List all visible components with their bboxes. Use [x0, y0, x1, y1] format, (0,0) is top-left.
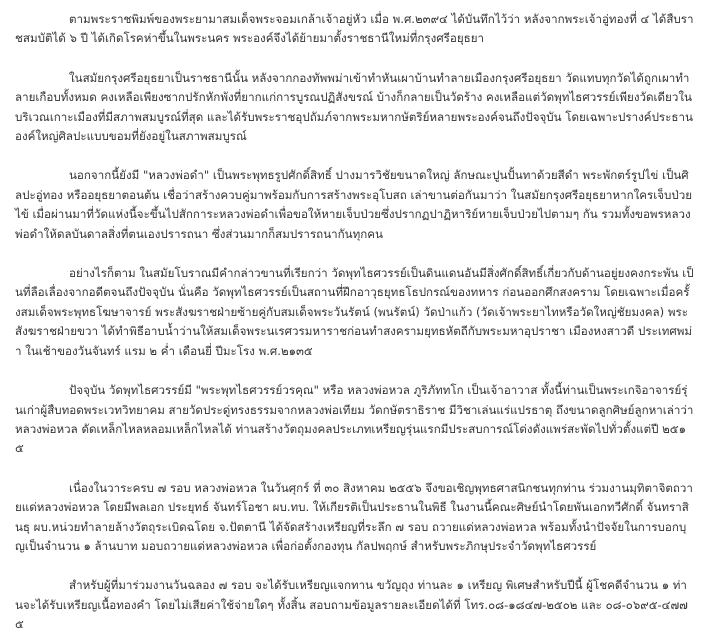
paragraph-luang-pho-dam: นอกจากนี้ยังมี "หลวงพ่อดำ" เป็นพระพุทธรูปศักดิ์สิทธิ์ ปางมารวิชัยขนาดใหญ่ ลักษณะปูนปั้นทาด้วยสีดำ พระพักตร์รูปไข่ เป็นศิลปะอู่ทอง หรืออยุธยาตอนต้น เชื่อว่าสร้างควบคู่มาพร้อมกับการสร้างพระอุโบสถ เล่าขานต่อกันมาว่า ในสมัยกรุงศรีอยุธยาหากใครเจ็บป่วยไข้ เมื่อผ่านมาที่วัดแห่งนี้จะขึ้นไปสักการะหลวงพ่อดำเพื่อขอให้หายเจ็บป่วยซึ่งปรากฏปาฏิหาริย์หายเจ็บป่วยไปตามๆ กัน รวมทั้งขอพรหลวงพ่อดำให้ดลบันดาลสิ่งที่ตนเองปรารถนา ซึ่งส่วนมากก็สมปรารถนากันทุกคน: [15, 168, 693, 241]
paragraph-celebration: เนื่องในวาระครบ ๗ รอบ หลวงพ่อหวล ในวันศุกร์ ที่ ๓๐ สิงหาคม ๒๕๕๖ จึงขอเชิญพุทธศาสนิกชนทุกท่าน ร่วมงานมุทิตาจิตถวายแด่หลวงพ่อหวล โดยมีพลเอก ประยุทธ์ จันทร์โอชา ผบ.ทบ. ให้เกียรติเป็นประธานในพิธี ในงานนี้คณะศิษย์นำโดยพันเอกทวีศักดิ์ จันทราสินธุ ผบ.หน่วยทำลายล้างวัตถุระเบิดฉโดย จ.ปัตตานี ได้จัดสร้างเหรียญที่ระลึก ๗ รอบ ถวายแด่หลวงพ่อหวล พร้อมทั้งนำปัจจัยในการบอกบุญเป็นจำนวน ๑ ล้านบาท มอบถวายแด่หลวงพ่อหวล เพื่อก่อตั้งกองทุน กัลปพฤกษ์ สำหรับพระภิกษุประจำวัดพุทไธศวรรย์: [15, 480, 693, 553]
paragraph-coin-giveaway: สำหรับผู้ที่มาร่วมงานวันฉลอง ๗ รอบ จะได้รับเหรียญแจกทาน ขวัญถุง ท่านละ ๑ เหรียญ พิเศษสำหรับปีนี้ ผู้โชคดีจำนวน ๑ ท่านจะได้รับเหรียญเนื้อทองคำ โดยไม่เสียค่าใช้จ่ายใดๆ ทั้งสิ้น สอบถามข้อมูลรายละเอียดได้ที่ โทร.๐๘-๑๘๔๗-๒๕๐๒ และ ๐๘-๐๖๙๕-๔๗๗๕: [15, 578, 688, 632]
paragraph-history-intro: ตามพระราชพิมพ์ของพระยามาสมเด็จพระจอมเกล้าเจ้าอยู่หัว เมื่อ พ.ศ.๒๓๙๔ ได้บันทึกไว้ว่า หลังจากพระเจ้าอู่ทองที่ ๔ ได้สืบราชสมบัติได้ ๖ ปี ได้เกิดโรคห่าขึ้นในพระนคร พระองค์จึงได้ย้ายมาตั้งราชธานีใหม่ที่กรุงศรีอยุธยา: [15, 12, 694, 46]
paragraph-sacred-legend: อย่างไรก็ตาม ในสมัยโบราณมีคำกล่าวขานที่เรียกว่า วัดพุทไธศวรรย์เป็นดินแดนอันมีสิ่งศักดิ์สิทธิ์เกี่ยวกับด้านอยู่ยงคงกระพัน เป็นที่ลือเลื่องจากอดีตจนถึงปัจจุบัน นั่นคือ วัดพุทไธศวรรย์เป็นสถานที่ฝึกอาวุธยุทธโธปกรณ์ของทหาร ก่อนออกศึกสงคราม โดยเฉพาะเมื่อครั้งสมเด็จพระพุทธโฆษาจารย์ พระสังฆราชฝ่ายซ้ายคู่กับสมเด็จพระวันรัตน์ (พนรัตน์) วัดป่าแก้ว (วัดเจ้าพระยาไทหรือวัดใหญ่ชัยมงคล) พระสังฆราชฝ่ายขวา ได้ทำพิธีอาบน้ำว่านให้สมเด็จพระนเรศวรมหาราชก่อนทำสงครามยุทธหัตถีกับพระมหาอุปราชา เมืองหงสาวดี ประเทศพม่า ในเช้าของวันจันทร์ แรม ๒ ค่ำ เดือนยี่ ปีมะโรง พ.ศ.๒๑๓๕: [15, 266, 694, 358]
paragraph-ayutthaya-era: ในสมัยกรุงศรีอยุธยาเป็นราชธานีนั้น หลังจากกองทัพพม่าเข้าทำหันเผาบ้านทำลายเมืองกรุงศรีอยุธยา วัดแทบทุกวัดได้ถูกเผาทำลายเกือบทั้งหมด คงเหลือเพียงซากปรักหักพังที่ยากแก่การบูรณปฏิสังขรณ์ บ้างก็กลายเป็นวัดร้าง คงเหลือแต่วัดพุทไธศวรรย์เพียงวัดเดียวในบริเวณเกาะเมืองที่มีสภาพสมบูรณ์ที่สุด และได้รับพระราชอุปถัมภ์จากพระมหากษัตริย์หลายพระองค์จนถึงปัจจุบัน โดยเฉพาะปรางค์ประธาน องค์ใหญ่ศิลปะแบบขอมที่ยังอยู่ในสภาพสมบูรณ์: [15, 70, 693, 144]
paragraph-current-abbot: ปัจจุบัน วัดพุทไธศวรรย์มี "พระพุทไธศวรรย์วรคุณ" หรือ หลวงพ่อหวล ภูริภัททโก เป็นเจ้าอาวาส ทั้งนี้ท่านเป็นพระเกจิอาจารย์รุ่นเก่าผู้สืบทอดพระเวทวิทยาคม สายวัดประดู่ทรงธรรมจากหลวงพ่อเทียม วัดกษัตราธิราช มีวิชาเล่นแร่แปรธาตุ ถึงขนาดลูกศิษย์ลูกหาเล่าว่า หลวงพ่อหวล ดัดเหล็กไหลหลอมเหล็กไหลได้ ท่านสร้างวัตถุมงคลประเภทเหรียญรุ่นแรกมีประสบการณ์โด่งดังแพร่สะพัดไปทั่วตั้งแต่ปี ๒๕๑๕: [15, 383, 694, 456]
